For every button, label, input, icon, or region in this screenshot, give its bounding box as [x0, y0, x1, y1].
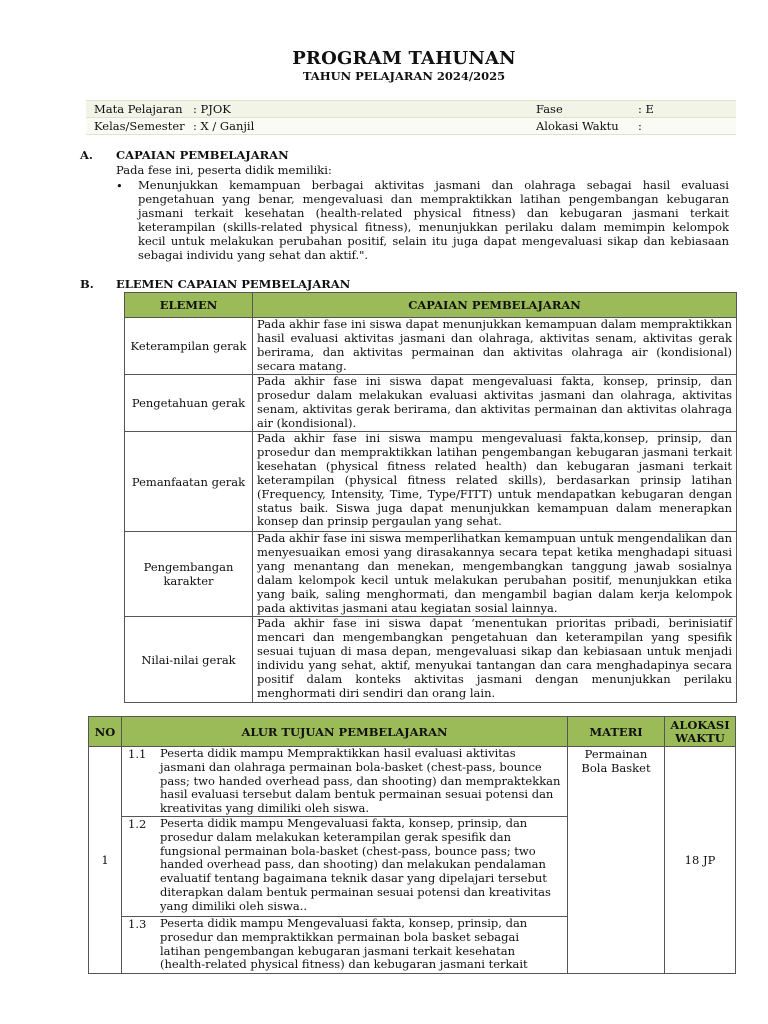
- table-row: [125, 375, 737, 432]
- info-table: [86, 100, 736, 135]
- subject-label: Mata Pelajaran: [94, 102, 183, 116]
- class-label: Kelas/Semester: [94, 119, 185, 133]
- elemen-cell: Pengembangan karakter: [125, 532, 253, 617]
- section-a-letter: A.: [80, 148, 93, 162]
- item-text: Peserta didik mampu Mempraktikkan hasil evaluasi aktivitas jasmani dan olahraga permainan bola-basket (chest-pass, bounce pass; two handed overhead pass, dan shooting) dan mempraktekkan hasil evaluasi tersebut dalam bentuk permainan sesuai potensi dan kreativitas yang dimiliki oleh siswa.: [156, 747, 568, 817]
- section-a-heading: CAPAIAN PEMBELAJARAN: [116, 148, 289, 162]
- capaian-cell: Pada akhir fase ini siswa memperlihatkan kemampuan untuk mengendalikan dan menyesuaikan emosi yang dirasakannya secara tepat ketika menghadapi situasi yang menantang dan menekan, mengembangkan tanggung jawab sosialnya dalam kelompok kecil untuk melakukan perubahan positif, menunjukkan etika yang baik, saling menghormati, dan mengambil bagian dalam kerja kelompok pada aktivitas jasmani atau kegiatan sosial lainnya.: [253, 532, 737, 617]
- class-value: : X / Ganjil: [193, 119, 255, 133]
- item-number: 1.2: [122, 817, 157, 917]
- time-value: :: [638, 119, 642, 133]
- header-materi: MATERI: [568, 717, 665, 747]
- info-row-subject: [86, 100, 736, 117]
- time-label: Alokasi Waktu: [536, 119, 619, 133]
- item-text: Peserta didik mampu Mengevaluasi fakta, konsep, prinsip, dan prosedur dan mempraktikkan permainan bola basket sebagai latihan pengembangan kebugaran jasmani terkait kesehatan (health-related physical fitness) dan kebugaran jasmani terkait: [156, 917, 568, 974]
- elemen-cell: Nilai-nilai gerak: [125, 617, 253, 703]
- header-alur: ALUR TUJUAN PEMBELAJARAN: [122, 717, 568, 747]
- table-row: [125, 617, 737, 703]
- document-subtitle: TAHUN PELAJARAN 2024/2025: [302, 69, 506, 83]
- phase-value: : E: [638, 102, 654, 116]
- info-row-class: [86, 117, 736, 135]
- bullet-dot: •: [116, 179, 123, 193]
- elemen-cell: Pemanfaatan gerak: [125, 432, 253, 532]
- header-elemen: ELEMEN: [125, 293, 253, 318]
- capaian-cell: Pada akhir fase ini siswa dapat ‘menentukan prioritas pribadi, berinisiatif mencari dan mengembangkan pengetahuan dan keterampilan yang spesifik sesuai tujuan di masa depan, mengevaluasi sikap dan kebiasaan untuk menjadi individu yang sehat, aktif, menyukai tantangan dan cara menghadapinya secara positif dalam konteks aktivitas jasmani dengan menunjukkan perilaku menghormati diri sendiri dan orang lain.: [253, 617, 737, 703]
- table-row: [125, 432, 737, 532]
- subject-value: : PJOK: [193, 102, 231, 116]
- item-number: 1.3: [122, 917, 157, 974]
- header-no: NO: [89, 717, 122, 747]
- phase-label: Fase: [536, 102, 563, 116]
- table-row: [125, 532, 737, 617]
- header-alokasi: ALOKASI WAKTU: [665, 717, 736, 747]
- alokasi-cell: 18 JP: [665, 747, 736, 974]
- capaian-cell: Pada akhir fase ini siswa dapat mengevaluasi fakta, konsep, prinsip, dan prosedur dalam melakukan evaluasi aktivitas jasmani dan olahraga, aktivitas senam, aktivitas gerak berirama, dan aktivitas permainan dan aktivitas olahraga air (kondisional).: [253, 375, 737, 432]
- section-a-intro: Pada fese ini, peserta didik memiliki:: [116, 163, 332, 177]
- elemen-table: [124, 292, 737, 703]
- section-b-letter: B.: [80, 277, 94, 291]
- header-capaian: CAPAIAN PEMBELAJARAN: [253, 293, 737, 318]
- row-number: 1: [89, 747, 122, 974]
- table-row: [89, 747, 736, 817]
- capaian-cell: Pada akhir fase ini siswa mampu mengevaluasi fakta,konsep, prinsip, dan prosedur dan mempraktikkan latihan pengembangan kebugaran jasmani terkait kesehatan (physical fitness related health) dan kebugaran jasmani terkait keterampilan (physical fitness related skills), berdasarkan prinsip latihan (Frequency, Intensity, Time, Type/FITT) untuk mendapatkan kebugaran dengan status baik. Siswa juga dapat menunjukkan kemampuan dalam menerapkan konsep dan prinsip pergaulan yang sehat.: [253, 432, 737, 532]
- table-row: [125, 318, 737, 375]
- section-a-bullet-text: Menunjukkan kemampuan berbagai aktivitas jasmani dan olahraga sebagai hasil evaluasi pengetahuan yang benar, mengevaluasi dan mempraktikkan latihan pengembangan kebugaran jasmani terkait kesehatan (health-related physical fitness) dan kebugaran jasmani terkait keterampilan (skills-related physical fitness), menunjukkan perilaku dalam memimpin kelompok kecil untuk melakukan perubahan positif, selain itu juga dapat mengevaluasi sikap dan kebiasaan sebagai individu yang sehat dan aktif.".: [138, 178, 729, 262]
- atp-table: [88, 716, 736, 974]
- section-b-heading: ELEMEN CAPAIAN PEMBELAJARAN: [116, 277, 351, 291]
- elemen-cell: Keterampilan gerak: [125, 318, 253, 375]
- elemen-cell: Pengetahuan gerak: [125, 375, 253, 432]
- item-text: Peserta didik mampu Mengevaluasi fakta, konsep, prinsip, dan prosedur dalam melakukan keterampilan gerak spesifik dan fungsional permainan bola-basket (chest-pass, bounce pass; two handed overhead pass, dan shooting) dan melakukan pendalaman evaluatif tentang bagaimana teknik dasar yang dipelajari tersebut diterapkan dalam bentuk permainan sesuai potensi dan kreativitas yang dimiliki oleh siswa..: [156, 817, 568, 917]
- materi-cell: Permainan Bola Basket: [568, 747, 665, 974]
- item-number: 1.1: [122, 747, 157, 817]
- capaian-cell: Pada akhir fase ini siswa dapat menunjukkan kemampuan dalam mempraktikkan hasil evaluasi aktivitas jasmani dan olahraga, aktivitas senam, aktivitas gerak berirama, dan aktivitas permainan dan aktivitas olahraga air (kondisional) secara matang.: [253, 318, 737, 375]
- document-title: PROGRAM TAHUNAN: [292, 48, 516, 69]
